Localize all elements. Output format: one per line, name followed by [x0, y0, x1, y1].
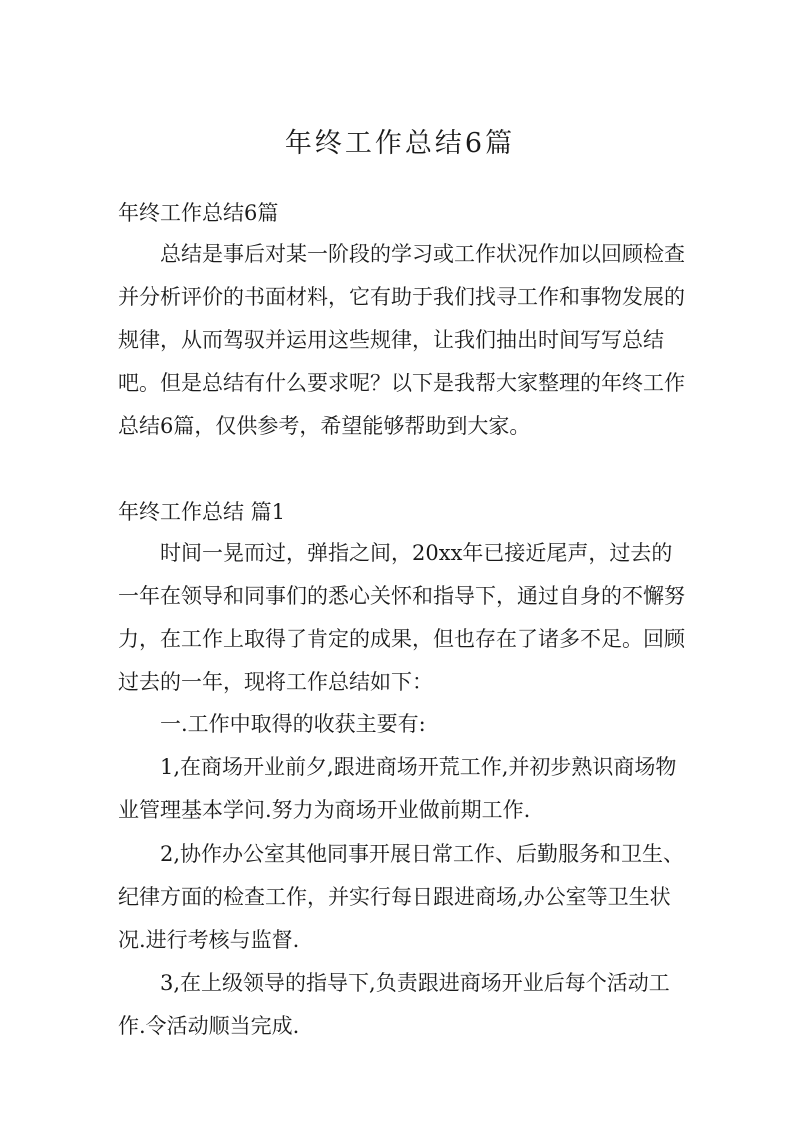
section1-paragraph-1: 时间一晃而过，弹指之间，20xx年已接近尾声，过去的一年在领导和同事们的悉心关怀和指导下，通过自身的不懈努力，在工作上取得了肯定的成果，但也存在了诸多不足。回顾过去的一年，现将工作总结如下：: [118, 541, 685, 694]
section1-paragraph-4: 2,协作办公室其他同事开展日常工作、后勤服务和卫生、纪律方面的检查工作，并实行每日跟进商场,办公室等卫生状况.进行考核与监督.: [118, 842, 685, 952]
document-subtitle: 年终工作总结6篇: [118, 201, 279, 225]
section1-paragraph-5: 3,在上级领导的指导下,负责跟进商场开业后每个活动工作.令活动顺当完成.: [118, 971, 670, 1038]
section-heading-1: 年终工作总结 篇1: [118, 500, 286, 524]
section1-paragraph-2: 一.工作中取得的收获主要有:: [160, 712, 426, 736]
intro-paragraph: 总结是事后对某一阶段的学习或工作状况作加以回顾检查并分析评价的书面材料，它有助于我们找寻工作和事物发展的规律，从而驾驭并运用这些规律，让我们抽出时间写写总结吧。但是总结有什么要求呢？以下是我帮大家整理的年终工作总结6篇，仅供参考，希望能够帮助到大家。: [118, 242, 685, 438]
section1-paragraph-3: 1,在商场开业前夕,跟进商场开荒工作,并初步熟识商场物业管理基本学问.努力为商场开业做前期工作.: [118, 755, 677, 822]
document-title: 年终工作总结6篇: [284, 128, 516, 159]
